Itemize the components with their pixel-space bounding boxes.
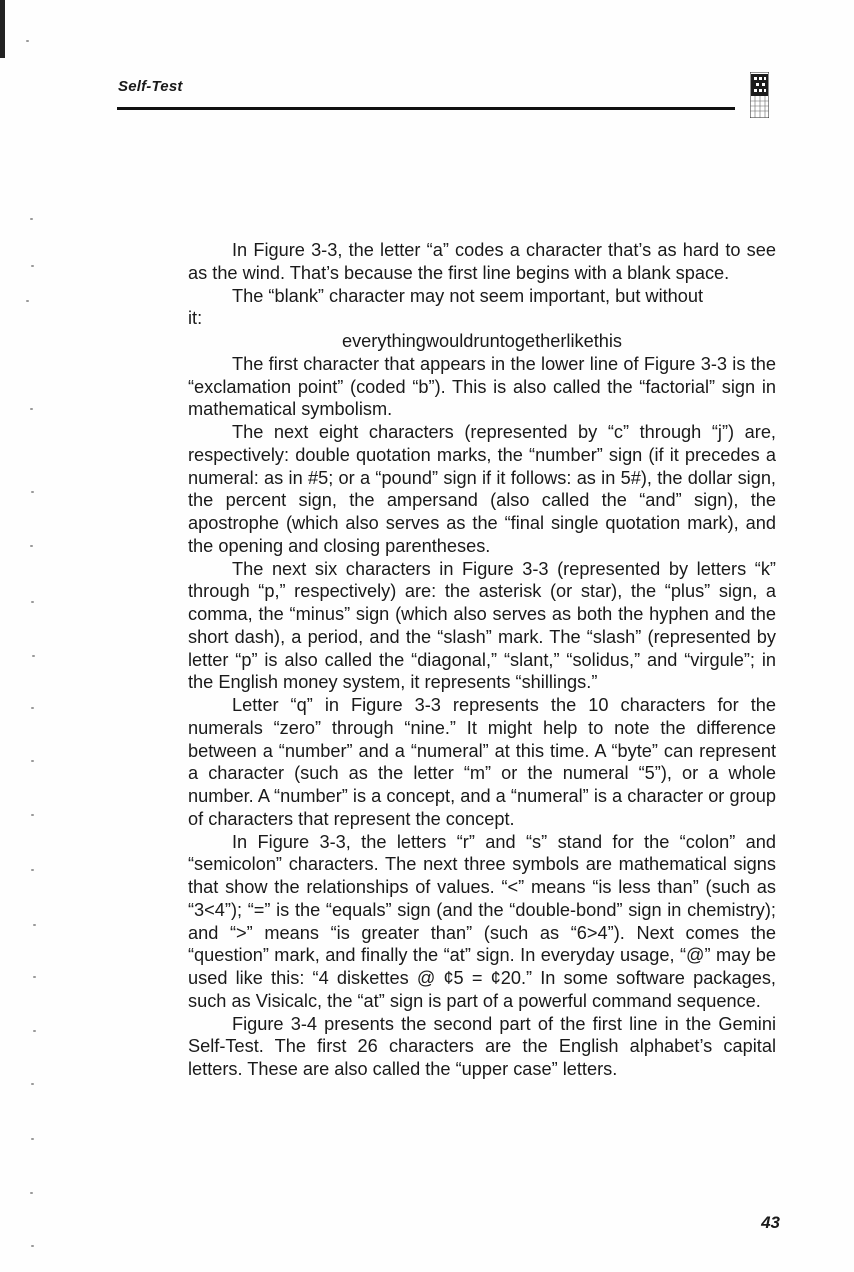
paragraph: Letter “q” in Figure 3-3 represents the 10 characters for the numerals “zero” through “nine.” It might help to note the difference between a “number” and a “numeral” at this time. A “byte” can represent a character (such as the letter “m” or the numeral “5”), or a whole number. A “number” is a concept, and a “numeral” is a character or group of characters that represent the concept. <box>188 695 776 829</box>
paragraph: The next six characters in Figure 3-3 (represented by letters “k” through “p,” respectively) are: the asterisk (or star), the “plus” sign, a comma, the “minus” sign (which also serves as both the hyphen and the short dash), a period, and the “slash” mark. The “slash” (represented by letter “p” is also called the “diagonal,” “slant,” “solidus,” and “virgule”; in the English money system, it represents “shillings.” <box>188 558 776 693</box>
scan-edge-specks <box>0 0 40 1272</box>
body-text <box>188 239 776 1081</box>
example-line: everythingwouldruntogetherlikethis <box>341 331 623 351</box>
paragraph-continuation: it: <box>188 308 203 329</box>
paragraph: In Figure 3-3, the letters “r” and “s” stand for the “colon” and “semicolon” characters. The next three symbols are mathematical signs that show the relationships of values. “<” means “is less than” (such as “3<4”); “=” is the “equals” sign (and the “double-bond” sign in chemistry); and “>” means “is greater than” (such as “6>4”). Next comes the “question” mark, and finally the “at” sign. In everyday usage, “@” may be used like this: “4 diskettes @ ¢5 = ¢20.” In some software packages, such as Visicalc, the “at” sign is part of a powerful command sequence. <box>188 831 776 1011</box>
running-head: Self-Test <box>118 78 183 95</box>
paragraph: The “blank” character may not seem important, but without <box>232 285 704 306</box>
paragraph: The first character that appears in the lower line of Figure 3-3 is the “exclamation point” (coded “b”). This is also called the “factorial” sign in mathematical symbolism. <box>188 353 776 420</box>
header-rule <box>117 107 735 110</box>
paragraph: In Figure 3-3, the letter “a” codes a character that’s as hard to see as the wind. That’s because the first line begins with a blank space. <box>188 240 776 283</box>
paragraph: The next eight characters (represented by “c” through “j”) are, respectively: double quotation marks, the “number” sign (if it precedes a numeral: as in #5; or a “pound” sign if it follows: as in 5#), the dollar sign, the percent sign, the ampersand (also called the “and” sign), the apostrophe (which also serves as the “final single quotation mark), and the opening and closing parentheses. <box>188 422 776 556</box>
paragraph: Figure 3-4 presents the second part of the first line in the Gemini Self-Test. The first 26 characters are the English alphabet’s capital letters. These are also called the “upper case” letters. <box>188 1013 776 1079</box>
page-number: 43 <box>761 1213 780 1232</box>
chapter-marker-icon <box>750 72 769 118</box>
